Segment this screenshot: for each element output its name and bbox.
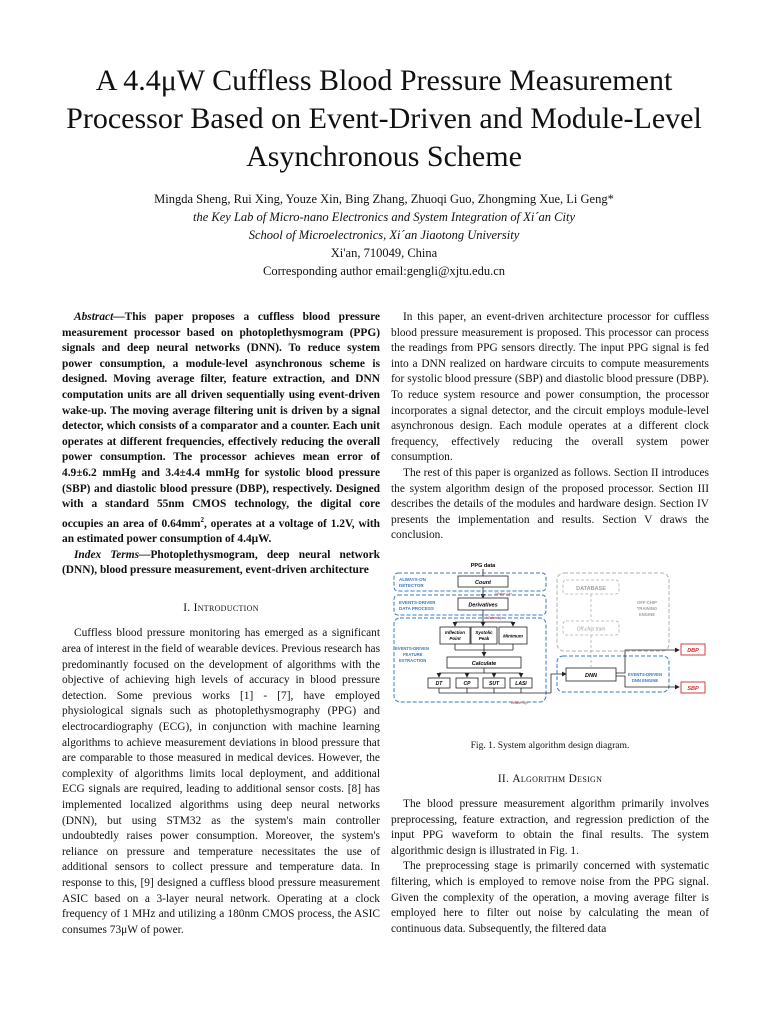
- right-column: [391, 310, 709, 937]
- section-title: Algorithm Design: [512, 772, 603, 785]
- sbp-label: SBP: [687, 685, 699, 692]
- wakeup-label: Wake-Up: [495, 590, 512, 596]
- offchip-train-label: Off-chip train: [576, 626, 606, 633]
- author-list: Mingda Sheng, Rui Xing, Youze Xin, Bing Zhang, Zhuoqi Guo, Zhongming Xue, Li Geng*: [154, 192, 614, 206]
- calculate-label: Calculate: [471, 660, 497, 667]
- training-label: TRAINING: [636, 605, 658, 611]
- events-driven-label: EVENTS-DRIVEN: [395, 645, 429, 651]
- section-title: Introduction: [193, 601, 259, 614]
- wakeup-label: Wake-Up: [511, 699, 528, 705]
- abstract-text: —This paper proposes a cuffless blood pressure measurement processor based on photoplethysmogram (PPG) signals and deep neural networks (DNN). To reduce system power consumption, a module-level asynchronous scheme is designed. Moving average filter, feature extraction, and DNN computation units are all driven sequentially using event-driven wake-up. The moving average filtering unit is driven by a signal detector, which consists of a comparator and a counter. Each unit operates at different frequencies, effectively reducing the overall power consumption. The processor achieves mean error of 4.9±6.2 mmHg and 3.4±4.4 mmHg for systolic blood pressure (SBP) and diastolic blood pressure (DBP), respectively. Designed with a standard 55nm CMOS technology, the digital core occupies an area of 0.64mm: [62, 311, 380, 530]
- abstract-text-end: , operates at a voltage of 1.2V, with an estimated power consumption of 4.4μW.: [62, 517, 380, 546]
- detector-label: DETECTOR: [399, 582, 424, 588]
- always-on-label: ALWAYS-ON: [399, 576, 426, 582]
- algorithm-paragraph: The blood pressure measurement algorithm primarily involves preprocessing, feature extraction, and regression prediction of the input PPG waveform to obtain the final results. The system algorithmic design is illustrated in Fig. 1.: [391, 798, 709, 857]
- title-line: Asynchronous Scheme: [246, 140, 522, 173]
- section-heading-introduction: [62, 601, 380, 617]
- dt-label: DT: [435, 680, 443, 687]
- index-terms: [62, 548, 380, 579]
- index-terms-text: —Photoplethysmogram, deep neural network (DNN), blood pressure measurement, event-driven architecture: [62, 548, 380, 577]
- affiliation-location: Xi'an, 710049, China: [330, 246, 438, 260]
- abstract-superscript: 2: [200, 515, 204, 524]
- offchip-label: OFF-CHIP: [637, 599, 657, 605]
- affiliation-lab: the Key Lab of Micro-nano Electronics and System Integration of Xi´an City: [193, 210, 575, 224]
- system-diagram: [391, 560, 709, 738]
- abstract-label: Abstract: [74, 311, 114, 323]
- section-numeral: II.: [497, 772, 510, 785]
- cp-label: CP: [463, 680, 471, 687]
- index-terms-label: Index Terms: [74, 548, 140, 561]
- data-process-label: DATA PROCESS: [399, 605, 434, 611]
- section-heading-algorithm-design: [391, 772, 709, 788]
- figure-1: [391, 560, 709, 738]
- lasi-label: LASI: [515, 680, 527, 687]
- title-line: A 4.4μW Cuffless Blood Pressure Measurement: [95, 64, 673, 97]
- ppg-data-label: PPG data: [470, 562, 496, 569]
- peak-label: Peak: [478, 635, 490, 641]
- wakeup-label: Wake-Up: [486, 614, 503, 620]
- figure-caption: Fig. 1. System algorithm design diagram.: [470, 739, 630, 751]
- count-label: Count: [475, 579, 491, 586]
- dnn-engine-label: DNN ENGINE: [631, 677, 659, 683]
- events-driven-label: EVENTS-DRIVEN: [628, 671, 662, 677]
- inflection-label: Inflection: [445, 629, 465, 635]
- author-block: [40, 190, 728, 280]
- left-column: [62, 310, 380, 938]
- intro-paragraph-continued: In this paper, an event-driven architecture processor for cuffless blood pressure measurement is proposed. This processor can process the readings from PPG sensors directly. The input PPG signal is fed into a DNN realized on hardware circuits to compute measurements for systolic blood pressure (SBP) and diastolic blood pressure (DBP). To reduce system resource and power consumption, the processor incorporates a signal detector, and the circuit employs module-level asynchronous design. Each module operates at a different clock frequency, effectively reducing the overall system power consumption.: [391, 311, 709, 464]
- dnn-label: DNN: [585, 672, 597, 679]
- derivatives-label: Derivatives: [468, 602, 498, 609]
- point-label: Point: [449, 635, 461, 641]
- events-driver-label: EVENTS-DRIVER: [399, 599, 436, 605]
- feature-label: FEATURE: [403, 651, 423, 657]
- sut-label: SUT: [489, 680, 499, 687]
- extraction-label: EXTRACTION: [399, 657, 427, 663]
- abstract: [62, 310, 380, 548]
- introduction-paragraph: Cuffless blood pressure monitoring has emerged as a significant area of interest in the field of wearable devices. Previous research has predominantly focused on the development of algorithms with the objective of achieving high levels of accuracy in blood pressure detection. Some previous works [1] - [7], have employed physiological signals such as photoplethysmography (PPG) and electrocardiography (ECG), in conjunction with machine learning algorithms to achieve measurement deviations in blood pressure that are comparable to those measured in medical devices. However, the complexity of algorithms limits local deployment, and additional ECG signals are required, leading to additional sensor costs. [8] has implemented localized algorithms using deep neural networks (DNN), but using STM32 as the system's main controller undoubtedly raises power consumption. Moreover, the system's reliance on pressure and temperature necessitates the use of additional sensors to collect pressure and temperature data. In response to this, [9] designed a cuffless blood pressure measurement ASIC based on a 3-layer neural network. Operating at a clock frequency of 1 MHz and utilizing a 180nm CMOS process, the ASIC consumes 73μW of power.: [62, 627, 380, 936]
- systolic-label: Systolic: [475, 629, 493, 635]
- title-line: Processor Based on Event-Driven and Module-Level: [66, 102, 702, 135]
- minimum-label: Minimum: [503, 633, 523, 639]
- dbp-label: DBP: [687, 647, 699, 654]
- paper-title: [40, 62, 728, 176]
- corresponding-email: Corresponding author email:gengli@xjtu.edu.cn: [262, 264, 506, 278]
- affiliation-school: School of Microelectronics, Xi´an Jiaotong University: [248, 228, 520, 242]
- paper-organization-paragraph: The rest of this paper is organized as follows. Section II introduces the system algorithm design of the proposed processor. Section III describes the details of the modules and hardware design. Section IV presents the implementation and results. Section V draws the conclusion.: [391, 466, 709, 542]
- dbp-arrow: [616, 650, 679, 673]
- preprocessing-paragraph: The preprocessing stage is primarily concerned with systematic filtering, which is employed to remove noise from the PPG signal. Given the complexity of the operation, a moving average filter is employed here to filter out noise by calculating the mean of continuous data. Subsequently, the filtered data: [391, 860, 709, 935]
- section-numeral: I.: [183, 601, 191, 614]
- engine-label: ENGINE: [638, 611, 656, 617]
- database-label: DATABASE: [576, 585, 606, 592]
